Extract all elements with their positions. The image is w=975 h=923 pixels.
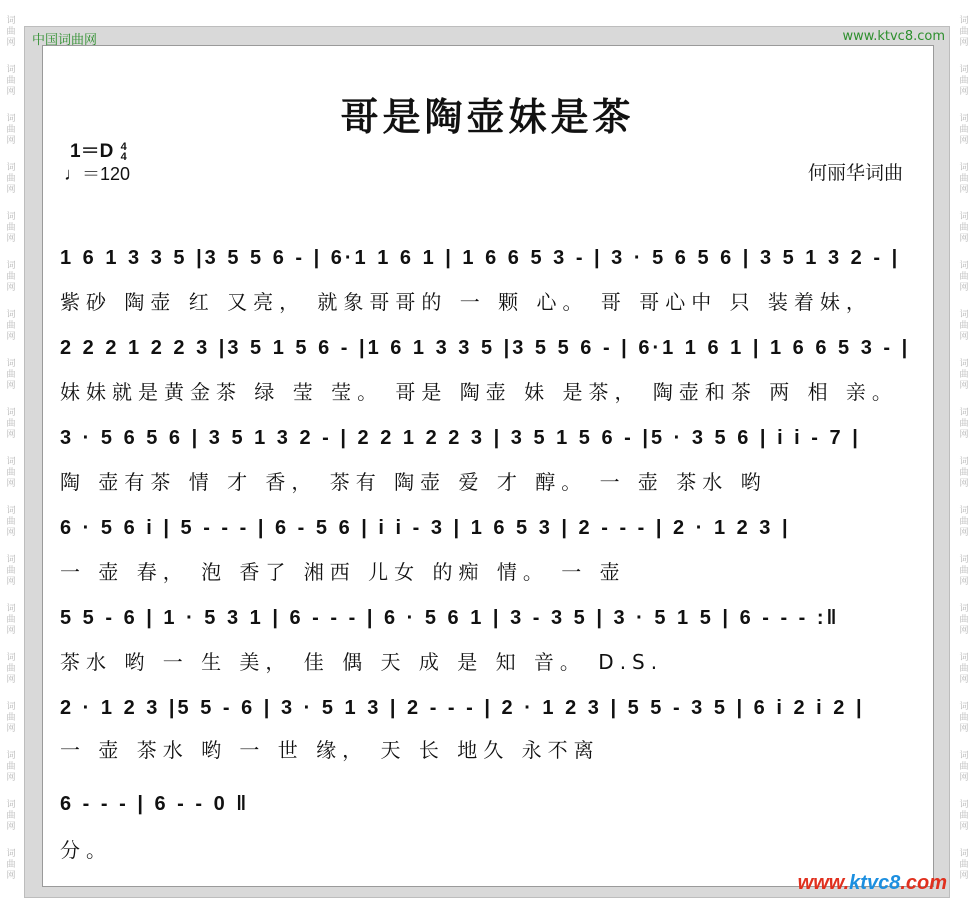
lyrics-line: 紫砂 陶壶 红 又亮， 就象哥哥的 一 颗 心。 哥 哥心中 只 装着妹， <box>60 290 872 314</box>
lyrics-line: 妹妹就是黄金茶 绿 莹 莹。 哥是 陶壶 妹 是茶， 陶壶和茶 两 相 亲。 <box>60 380 898 404</box>
side-watermark: 词曲网 <box>6 604 16 636</box>
logo-prefix: www. <box>797 872 850 894</box>
site-watermark-left: 中国词曲网 <box>32 33 98 48</box>
notation-line: 6 · 5 6 i | 5 - - - | 6 - 5 6 | i i - 3 | 1 6 5 3 | 2 - - - | 2 · 1 2 3 | <box>60 517 791 539</box>
side-watermark: 词曲网 <box>6 555 16 587</box>
side-watermark: 词曲网 <box>6 506 16 538</box>
side-watermark: 词曲网 <box>959 457 969 489</box>
key-signature <box>70 136 127 163</box>
side-watermark: 词曲网 <box>959 849 969 881</box>
side-watermark: 词曲网 <box>6 800 16 832</box>
song-title: 哥是陶壶妹是茶 <box>340 94 635 139</box>
side-watermark: 词曲网 <box>959 506 969 538</box>
notation-line: 1 6 1 3 3 5 |3 5 5 6 - | 6·1 1 6 1 | 1 6 6 5 3 - | 3 · 5 6 5 6 | 3 5 1 3 2 - | <box>60 247 901 269</box>
lyrics-line: 茶水 哟 一 生 美， 佳 偶 天 成 是 知 音。 D.S. <box>60 650 664 674</box>
side-watermark: 词曲网 <box>6 702 16 734</box>
lyrics-line: 一 壶 茶水 哟 一 世 缘， 天 长 地久 永不离 <box>60 738 600 762</box>
side-watermark: 词曲网 <box>959 604 969 636</box>
side-watermark: 词曲网 <box>6 457 16 489</box>
time-numerator: 4 <box>120 140 127 153</box>
time-denominator: 4 <box>120 150 127 163</box>
logo-main: ktvc8 <box>849 872 901 894</box>
time-signature <box>121 142 127 162</box>
notation-line: 5 5 - 6 | 1 · 5 3 1 | 6 - - - | 6 · 5 6 1 | 3 - 3 5 | 3 · 5 1 5 | 6 - - - :‖ <box>60 607 840 629</box>
side-watermark: 词曲网 <box>6 16 16 48</box>
side-watermark: 词曲网 <box>6 849 16 881</box>
side-watermark: 词曲网 <box>6 261 16 293</box>
composer-credit: 何丽华词曲 <box>807 162 903 184</box>
site-logo <box>798 872 947 895</box>
notation-line: 3 · 5 6 5 6 | 3 5 1 3 2 - | 2 2 1 2 2 3 | 3 5 1 5 6 - |5 · 3 5 6 | i i - 7 | <box>60 427 861 449</box>
key-label: 1＝D <box>70 141 114 162</box>
side-watermark: 词曲网 <box>959 751 969 783</box>
side-watermark: 词曲网 <box>6 310 16 342</box>
side-watermark: 词曲网 <box>959 359 969 391</box>
side-watermark: 词曲网 <box>6 114 16 146</box>
side-watermark: 词曲网 <box>959 163 969 195</box>
lyrics-line: 一 壶 春， 泡 香了 湘西 儿女 的痴 情。 一 壶 <box>60 560 626 584</box>
notation-line: 2 2 2 1 2 2 3 |3 5 1 5 6 - |1 6 1 3 3 5 |3 5 5 6 - | 6·1 1 6 1 | 1 6 6 5 3 - | <box>60 337 911 359</box>
side-watermark: 词曲网 <box>6 359 16 391</box>
side-watermark: 词曲网 <box>959 310 969 342</box>
side-watermark: 词曲网 <box>959 212 969 244</box>
tempo-marking: ♩＝120 <box>64 164 131 184</box>
side-watermark: 词曲网 <box>959 114 969 146</box>
side-watermark: 词曲网 <box>959 702 969 734</box>
site-watermark-right: www.ktvc8.com <box>842 29 945 44</box>
side-watermark: 词曲网 <box>6 751 16 783</box>
side-watermark: 词曲网 <box>959 800 969 832</box>
side-watermark: 词曲网 <box>6 163 16 195</box>
side-watermark: 词曲网 <box>6 408 16 440</box>
side-watermark: 词曲网 <box>959 16 969 48</box>
side-watermark: 词曲网 <box>6 65 16 97</box>
notation-line: 6 - - - | 6 - - 0 ‖ <box>60 793 250 815</box>
side-watermark: 词曲网 <box>6 212 16 244</box>
lyrics-line: 陶 壶有茶 情 才 香， 茶有 陶壶 爱 才 醇。 一 壶 茶水 哟 <box>60 470 767 494</box>
side-watermark: 词曲网 <box>959 555 969 587</box>
lyrics-line: 分。 <box>60 838 112 862</box>
notation-line: 2 · 1 2 3 |5 5 - 6 | 3 · 5 1 3 | 2 - - - | 2 · 1 2 3 | 5 5 - 3 5 | 6 i 2 i 2 | <box>60 697 865 719</box>
side-watermark: 词曲网 <box>959 653 969 685</box>
side-watermark: 词曲网 <box>6 653 16 685</box>
side-watermark: 词曲网 <box>959 261 969 293</box>
side-watermark: 词曲网 <box>959 408 969 440</box>
logo-suffix: .com <box>900 872 947 894</box>
side-watermark: 词曲网 <box>959 65 969 97</box>
